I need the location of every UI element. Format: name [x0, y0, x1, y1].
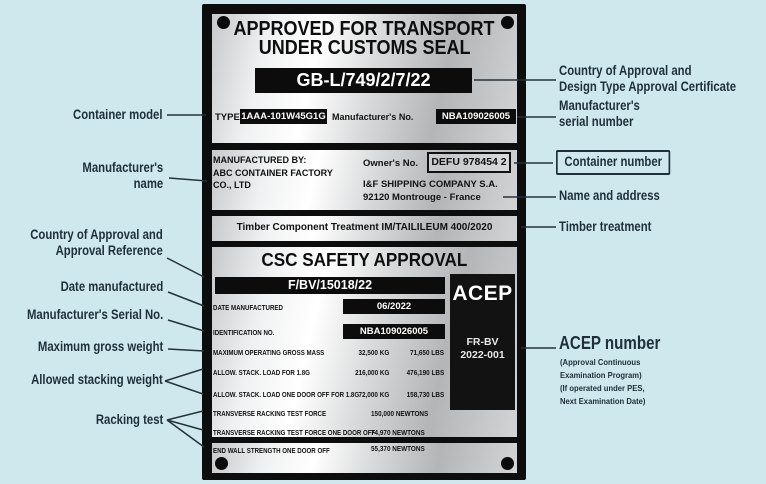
- label-racking-test: Racking test: [95, 412, 163, 427]
- customs-approval-number-bar: GB-L/749/2/7/22: [255, 68, 472, 93]
- owner-company: I&F SHIPPING COMPANY S.A.: [363, 179, 498, 190]
- identification-no-label: IDENTIFICATION NO.: [213, 328, 275, 337]
- gross-mass-label: MAXIMUM OPERATING GROSS MASS: [213, 348, 325, 357]
- date-manufactured-label: DATE MANUFACTURED: [213, 303, 283, 312]
- racking-force-value: 150,000 NEWTONS: [371, 409, 429, 418]
- stack-load-door-off-label: ALLOW. STACK. LOAD ONE DOOR OFF FOR 1.8G: [213, 390, 360, 399]
- label-country-approval-reference: Country of Approval and Approval Reference: [30, 227, 164, 258]
- gross-mass-lbs: 71,650 LBS: [409, 348, 444, 357]
- stack-load-door-off-lbs: 158,730 LBS: [406, 390, 444, 399]
- leader-country-approval-reference: [167, 258, 204, 277]
- owner-address: 92120 Montrouge - France: [363, 192, 481, 203]
- screw-bottom-right: [501, 457, 514, 470]
- label-allowed-stacking-weight: Allowed stacking weight: [31, 372, 163, 387]
- leader-allowed-stacking-weight: [165, 369, 203, 394]
- stack-load-door-off-kg: 72,000 KG: [358, 390, 389, 399]
- stack-load-lbs: 476,190 LBS: [406, 368, 444, 377]
- end-wall-value: 55,370 NEWTONS: [371, 444, 425, 453]
- identification-no-value: NBA109026005: [343, 324, 445, 339]
- type-label: TYPE: [215, 112, 240, 123]
- manufacturers-no-label: Manufacturer's No.: [332, 112, 414, 123]
- acep-number-value: 2022-001: [460, 349, 505, 361]
- stack-load-label: ALLOW. STACK. LOAD FOR 1.8G: [213, 368, 310, 377]
- manufacturers-serial-value: NBA109026005: [436, 109, 516, 124]
- label-manufacturers-name: Manufacturer's name: [82, 160, 163, 191]
- csc-approval-ref-bar: F/BV/15018/22: [215, 277, 445, 294]
- label-acep-number-subtext: (Approval Continuous Examination Program) (If operated under PES, Next Examination Date): [560, 357, 646, 406]
- plate-title-line2: UNDER CUSTOMS SEAL: [258, 37, 471, 59]
- label-container-model: Container model: [73, 107, 163, 122]
- label-acep-number: ACEP number: [559, 333, 661, 353]
- leader-manufacturers-serial-no: [168, 320, 204, 331]
- stack-load-kg: 216,000 KG: [354, 368, 389, 377]
- label-manufacturers-serial-number: Manufacturer's serial number: [559, 98, 640, 129]
- racking-force-door-off-label: TRANSVERSE RACKING TEST FORCE ONE DOOR OFF: [213, 428, 376, 437]
- gross-mass-kg: 32,500 KG: [358, 348, 389, 357]
- acep-authority: FR-BV: [466, 336, 499, 348]
- label-name-and-address: Name and address: [559, 188, 660, 203]
- container-number-value: DEFU 978454 2: [427, 152, 511, 173]
- label-timber-treatment: Timber treatment: [559, 219, 652, 234]
- label-date-manufactured: Date manufactured: [60, 279, 163, 294]
- leader-racking-test: [167, 411, 204, 447]
- racking-force-label: TRANSVERSE RACKING TEST FORCE: [213, 409, 327, 418]
- label-manufacturers-serial-no: Manufacturer's Serial No.: [26, 307, 163, 322]
- owners-no-label: Owner's No.: [363, 158, 419, 169]
- leader-maximum-gross-weight: [168, 349, 204, 351]
- label-container-number: Container number: [556, 150, 670, 175]
- plate-title-line1: APPROVED FOR TRANSPORT: [233, 18, 496, 40]
- label-maximum-gross-weight: Maximum gross weight: [37, 339, 163, 354]
- manufactured-by-block: MANUFACTURED BY: ABC CONTAINER FACTORY CO., LTD: [213, 155, 333, 190]
- racking-force-door-off-value: 74,970 NEWTONS: [371, 428, 425, 437]
- date-manufactured-value: 06/2022: [343, 299, 445, 314]
- end-wall-label: END WALL STRENGTH ONE DOOR OFF: [213, 446, 330, 455]
- csc-title: CSC SAFETY APPROVAL: [261, 250, 468, 270]
- label-country-design-certificate: Country of Approval and Design Type Approval Certificate: [559, 63, 737, 94]
- acep-title: ACEP: [452, 282, 513, 305]
- leader-date-manufactured: [168, 292, 204, 306]
- screw-bottom-left: [215, 457, 228, 470]
- container-model-value: 1AAA-101W45G1G: [241, 111, 326, 122]
- timber-treatment-text: Timber Component Treatment IM/TAILILEUM 400/2020: [236, 222, 493, 233]
